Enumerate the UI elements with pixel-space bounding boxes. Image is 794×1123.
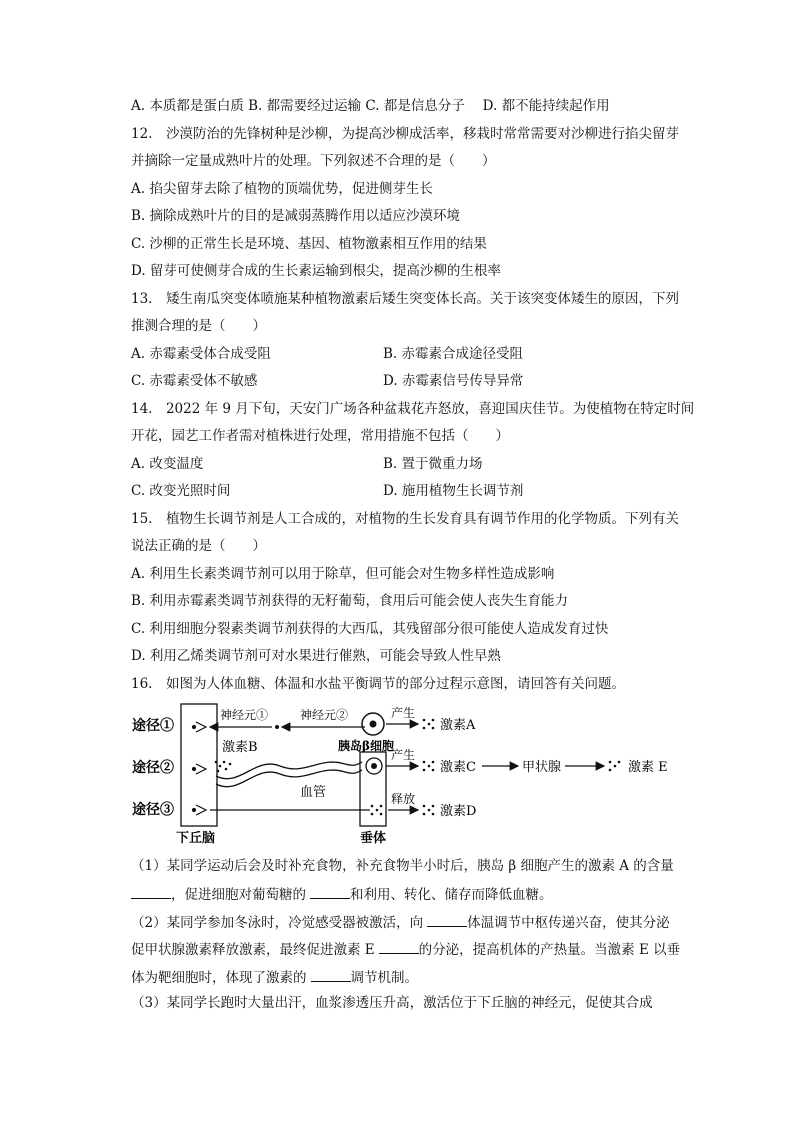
- hormone-b-label: 激素B: [222, 740, 258, 755]
- q12-option-c: C. 沙柳的正常生长是环境、基因、植物激素相互作用的结果: [131, 236, 487, 252]
- q14-stem-line2: 开花，园艺工作者需对植株进行处理，常用措施不包括（ ）: [131, 428, 509, 444]
- q16-part2-line3: [131, 967, 418, 987]
- route3-label: 途径③: [132, 802, 174, 818]
- synapse-mark-2: [193, 764, 207, 774]
- answer-blank-3[interactable]: [427, 912, 467, 927]
- route2-label: 途径②: [132, 760, 174, 776]
- q15-option-a: A. 利用生长素类调节剂可以用于除草，但可能会对生物多样性造成影响: [131, 566, 555, 582]
- produce-label-a: 产生: [391, 706, 416, 720]
- answer-blank-2[interactable]: [310, 884, 350, 899]
- answer-blank-4[interactable]: [379, 939, 419, 954]
- q16-part2-text-b: 体温调节中枢传递兴奋，使其分泌: [467, 915, 670, 931]
- q13-stem-line2: 推测合理的是（ ）: [131, 318, 266, 334]
- q16-part2-text-e: 体为靶细胞时，体现了激素的: [131, 970, 307, 986]
- thyroid-label: 甲状腺: [522, 760, 562, 775]
- pituitary-label: 垂体: [360, 831, 387, 846]
- q16-part2-text-f: 调节机制。: [350, 970, 418, 986]
- q12-option-a: A. 掐尖留芽去除了植物的顶端优势，促进侧芽生长: [131, 181, 433, 197]
- answer-blank-1[interactable]: [131, 884, 171, 899]
- q14-stem-line1: 14. 2022 年 9 月下旬，天安门广场各种盆栽花卉怒放，喜迎国庆佳节。为使植物在特定时间: [131, 401, 695, 417]
- q16-part2-text-d: 的分泌，提高机体的产热量。当激素 E 以垂: [418, 942, 681, 958]
- q13-option-a: A. 赤霉素受体合成受阻: [131, 346, 271, 362]
- synapse-dot: [275, 725, 279, 729]
- hormone-a-label: 激素A: [440, 718, 476, 733]
- hormone-e-label: 激素 E: [628, 760, 668, 775]
- q12-stem-line1: 12. 沙漠防治的先锋树种是沙柳，为提高沙柳成活率，移栽时常常需要对沙柳进行掐尖留芽: [131, 126, 679, 142]
- answer-blank-5[interactable]: [311, 967, 351, 982]
- hormone-c-label: 激素C: [440, 760, 476, 775]
- q15-option-d: D. 利用乙烯类调节剂可对水果进行催熟，可能会导致人性早熟: [131, 648, 501, 664]
- q13-option-c: C. 赤霉素受体不敏感: [131, 373, 258, 389]
- q16-part1-text-c: 和利用、转化、储存而降低血糖。: [350, 887, 553, 903]
- blood-vessel-wall: [216, 770, 362, 787]
- neuron1-label: 神经元①: [220, 708, 269, 722]
- q16-part1-text-b: ，促进细胞对葡萄糖的: [171, 887, 306, 903]
- hormone-d-particles: [423, 805, 435, 816]
- hypothalamus-label: 下丘脑: [176, 831, 216, 846]
- q16-part2-text-a: （2）某同学参加冬泳时，冷觉感受器被激活，向: [131, 915, 424, 931]
- pituitary-release-particles: [371, 805, 383, 816]
- q14-option-c: C. 改变光照时间: [131, 483, 231, 499]
- q14-option-d: D. 施用植物生长调节剂: [383, 483, 524, 499]
- q13-option-b: B. 赤霉素合成途径受阻: [383, 346, 524, 362]
- hormone-d-label: 激素D: [440, 804, 477, 819]
- q16-part2-line1: [131, 912, 670, 932]
- q15-stem-line1: 15. 植物生长调节剂是人工合成的，对植物的生长发育具有调节作用的化学物质。下列有关: [131, 511, 679, 527]
- q12-option-b: B. 摘除成熟叶片的目的是减弱蒸腾作用以适应沙漠环境: [131, 208, 461, 224]
- q16-part2-line2: [131, 939, 680, 959]
- q16-part2-text-c: 促甲状腺激素释放激素，最终促进激素 E: [131, 942, 375, 958]
- q15-option-c: C. 利用细胞分裂素类调节剂获得的大西瓜，其残留部分很可能使人造成发育过快: [131, 621, 609, 637]
- neuron2-label: 神经元②: [300, 708, 349, 722]
- hormone-e-particles: [609, 761, 621, 772]
- synapse-mark-3: [193, 805, 207, 815]
- hormone-a-particles: [423, 719, 435, 730]
- islet-cell-label: 胰岛β细胞: [338, 739, 394, 753]
- produce-label-c: 产生: [391, 748, 416, 762]
- q12-option-d: D. 留芽可使侧芽合成的生长素运输到根尖，提高沙柳的生根率: [131, 263, 501, 279]
- release-label: 释放: [391, 792, 416, 806]
- q16-part1-line1: （1）某同学运动后会及时补充食物，补充食物半小时后，胰岛 β 细胞产生的激素 A 的含量: [131, 858, 674, 874]
- route1-label: 途径①: [132, 718, 174, 734]
- q16-part3-line1: （3）某同学长跑时大量出汗，血浆渗透压升高，激活位于下丘脑的神经元，促使其合成: [131, 995, 653, 1011]
- q15-stem-line2: 说法正确的是（ ）: [131, 538, 266, 554]
- q13-option-d: D. 赤霉素信号传导异常: [383, 373, 524, 389]
- q12-stem-line2: 并摘除一定量成熟叶片的处理。下列叙述不合理的是（ ）: [131, 153, 496, 169]
- q14-option-b: B. 置于微重力场: [383, 456, 483, 472]
- q15-option-b: B. 利用赤霉素类调节剂获得的无籽葡萄，食用后可能会使人丧失生育能力: [131, 593, 569, 609]
- q16-stem: 16. 如图为人体血糖、体温和水盐平衡调节的部分过程示意图，请回答有关问题。: [131, 676, 625, 692]
- regulation-diagram: [120, 698, 700, 848]
- synapse-mark-1: [193, 722, 207, 732]
- q13-stem-line1: 13. 矮生南瓜突变体喷施某种植物激素后矮生突变体长高。关于该突变体矮生的原因，下列: [131, 291, 679, 307]
- blood-vessel-label: 血管: [300, 785, 327, 800]
- hormone-c-particles: [423, 761, 435, 772]
- q16-part1-line2: [131, 884, 553, 904]
- q11-options: A. 本质都是蛋白质 B. 都需要经过运输 C. 都是信息分子 D. 都不能持续起作用: [131, 98, 610, 114]
- islet-cell-nucleus: [370, 721, 377, 728]
- pituitary-cell-nucleus: [371, 763, 377, 769]
- q14-option-a: A. 改变温度: [131, 456, 204, 472]
